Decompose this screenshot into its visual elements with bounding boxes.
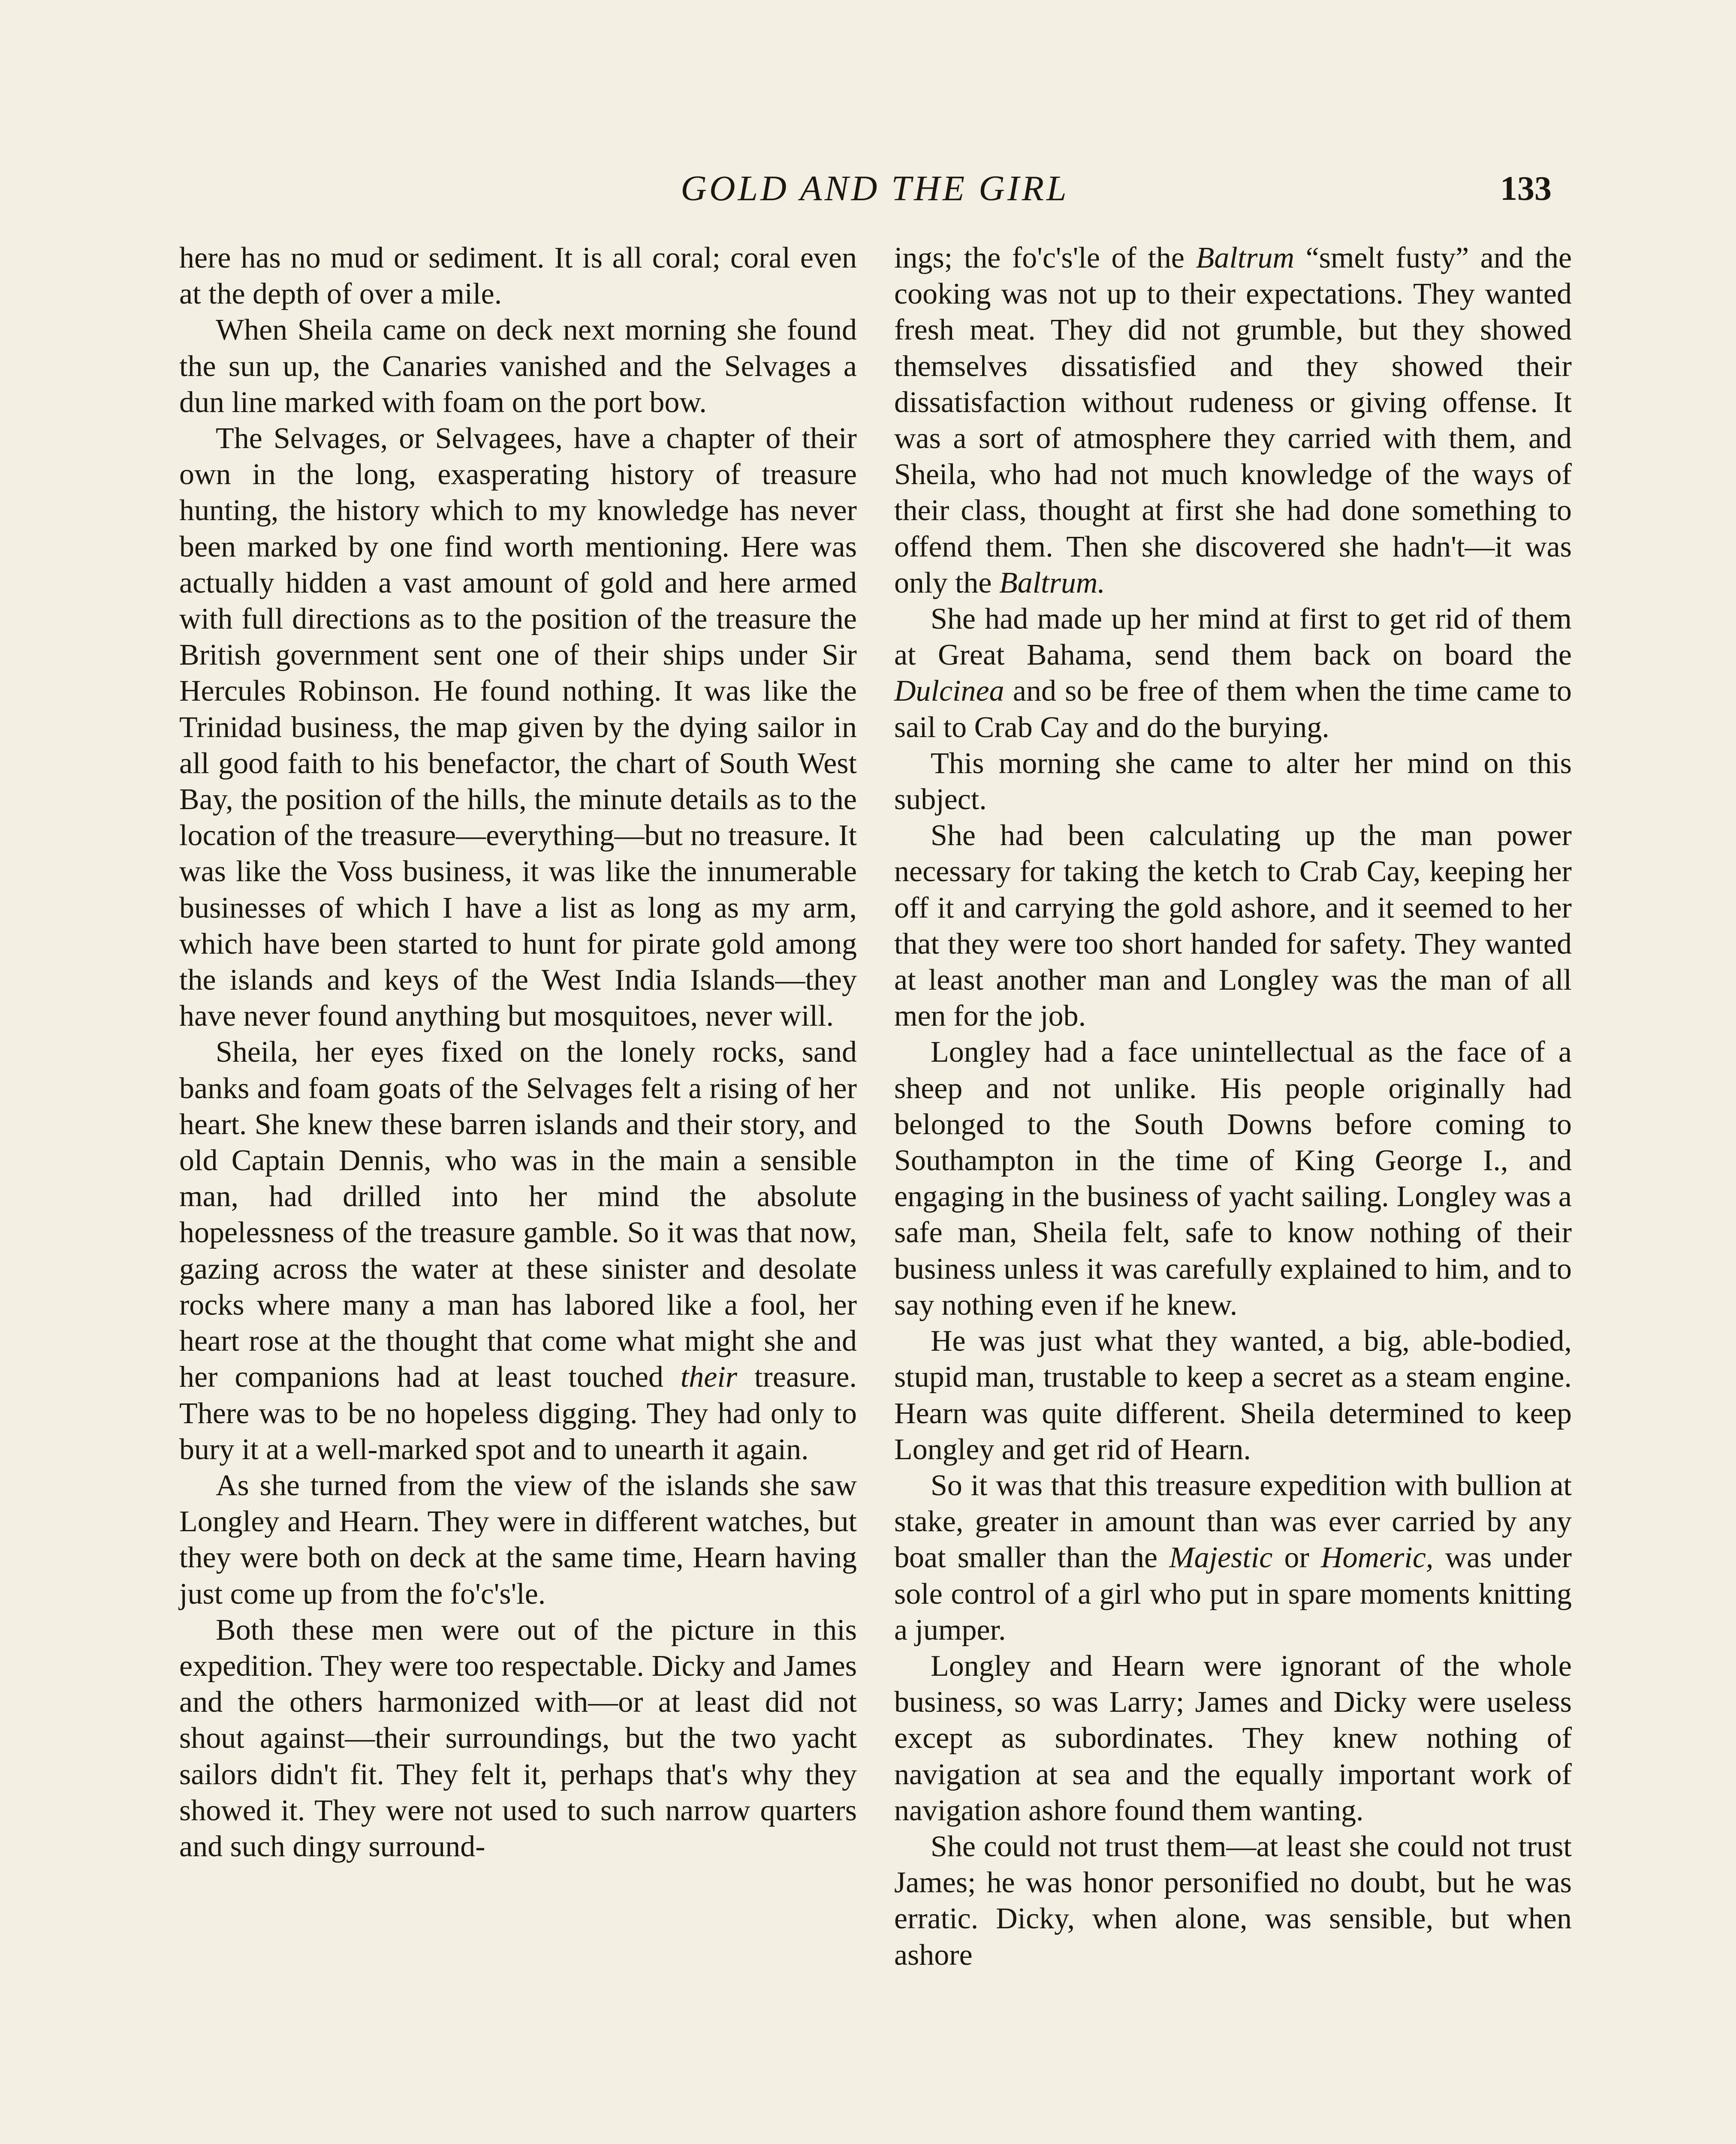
paragraph — [179, 1034, 857, 1467]
text-run: She had made up her mind at first to get rid of them at Great Bahama, send them back on board the — [894, 602, 1572, 672]
text-run: treasure. There was to be no hopeless digging. They had only to bury it at a well-marked spot and to unearth it again. — [179, 1361, 857, 1466]
text-run: ings; the fo'c's'le of the — [894, 241, 1184, 274]
page-number: 133 — [1500, 170, 1552, 208]
paragraph: here has no mud or sediment. It is all coral; coral even at the depth of over a mile. — [179, 241, 857, 311]
paragraph: She had been calculating up the man power necessary for taking the ketch to Crab Cay, keeping her off it and carrying the gold ashore, and it seemed to her that they were too short handed for safety. They wanted at least another man and Longley was the man of all men for the job. — [894, 819, 1572, 1033]
text-run: So it was that this treasure expedition with bullion at stake, greater in amount than was ever carried by any boat smaller than the — [894, 1469, 1572, 1575]
paragraph: When Sheila came on deck next morning she found the sun up, the Canaries vanished and the Selvages a dun line marked with foam on the port bow. — [179, 313, 857, 419]
text-run: was under sole control of a girl who put in spare moments knitting a jumper. — [894, 1541, 1572, 1647]
text-column-left — [179, 240, 857, 1865]
paragraph — [894, 240, 1572, 601]
paragraph: Longley and Hearn were ignorant of the whole business, so was Larry; James and Dicky were useless except as subordinates. They knew nothing of navigation at sea and the equally important work of navigation ashore found them wanting. — [894, 1649, 1572, 1827]
paragraph: She could not trust them—at least she could not trust James; he was honor personified no doubt, but he was erratic. Dicky, when alone, was sensible, but when ashore — [894, 1830, 1572, 1972]
paragraph: The Selvages, or Selvagees, have a chapter of their own in the long, exasperating history of treasure hunting, the history which to my knowledge has never been marked by one find worth mentioning. Here was actually hidden a vast amount of gold and here armed with full directions as to the position of the treasure the British government sent one of their ships under Sir Hercules Robinson. He found nothing. It was like the Trinidad business, the map given by the dying sailor in all good faith to his benefactor, the chart of South West Bay, the position of the hills, the minute details as to the location of the treasure—everything—but no treasure. It was like the Voss business, it was like the innumerable businesses of which I have a list as long as my arm, which have been started to hunt for pirate gold among the islands and keys of the West India Islands—they have never found anything but mosquitoes, never will. — [179, 422, 857, 1033]
running-title: GOLD AND THE GIRL — [681, 169, 1069, 208]
text-run: or — [1284, 1541, 1309, 1575]
paragraph — [894, 1468, 1572, 1648]
paragraph: Longley had a face unintellectual as the face of a sheep and not unlike. His people originally had belonged to the South Downs before coming to Southampton in the time of King George I., and engaging in the business of yacht sailing. Longley was a safe man, Sheila felt, safe to know nothing of their business unless it was carefully explained to him, and to say nothing even if he knew. — [894, 1036, 1572, 1322]
paragraph: This morning she came to alter her mind on this subject. — [894, 747, 1572, 816]
running-head — [0, 163, 1736, 214]
paragraph: He was just what they wanted, a big, able-bodied, stupid man, trustable to keep a secret as a steam engine. Hearn was quite different. Sheila determined to keep Longley and get rid of Hearn. — [894, 1325, 1572, 1466]
paragraph: Both these men were out of the picture in this expedition. They were too respectable. Dicky and James and the others harmonized with—or at least did not shout against—their surroundings, but the two yacht sailors didn't fit. They felt it, perhaps that's why they showed it. They were not used to such narrow quarters and such dingy surround- — [179, 1613, 857, 1863]
text-column-right — [894, 240, 1572, 1973]
text-run: and so be free of them when the time came to sail to Crab Cay and do the burying. — [894, 675, 1572, 744]
ship-name: Dulcinea — [894, 675, 1004, 708]
paragraph: As she turned from the view of the islands she saw Longley and Hearn. They were in different watches, but they were both on deck at the same time, Hearn having just come up from the fo'c's'le. — [179, 1469, 857, 1611]
text-run: “smelt fusty” and the cooking was not up to their expectations. They wanted fresh meat. They did not grumble, but they showed themselves dissatisfied and they showed their dissatisfaction without rudeness or giving offense. It was a sort of atmosphere they carried with them, and Sheila, who had not much knowledge of the ways of their class, thought at first she had done something to offend them. Then she discovered she hadn't—it was only the — [894, 241, 1572, 599]
emphasis: their — [680, 1361, 738, 1394]
paragraph — [894, 601, 1572, 746]
ship-name: Homeric, — [1320, 1541, 1434, 1575]
ship-name: Majestic — [1169, 1541, 1273, 1575]
ship-name: Baltrum — [1196, 241, 1295, 274]
ship-name: Baltrum. — [999, 566, 1105, 599]
text-run: Sheila, her eyes fixed on the lonely rocks, sand banks and foam goats of the Selvages felt a rising of her heart. She knew these barren islands and their story, and old Captain Dennis, who was in the main a sensible man, had drilled into her mind the absolute hopelessness of the treasure gamble. So it was that now, gazing across the water at these sinister and desolate rocks where many a man has labored like a fool, her heart rose at the thought that come what might she and her companions had at least touched — [179, 1036, 857, 1394]
